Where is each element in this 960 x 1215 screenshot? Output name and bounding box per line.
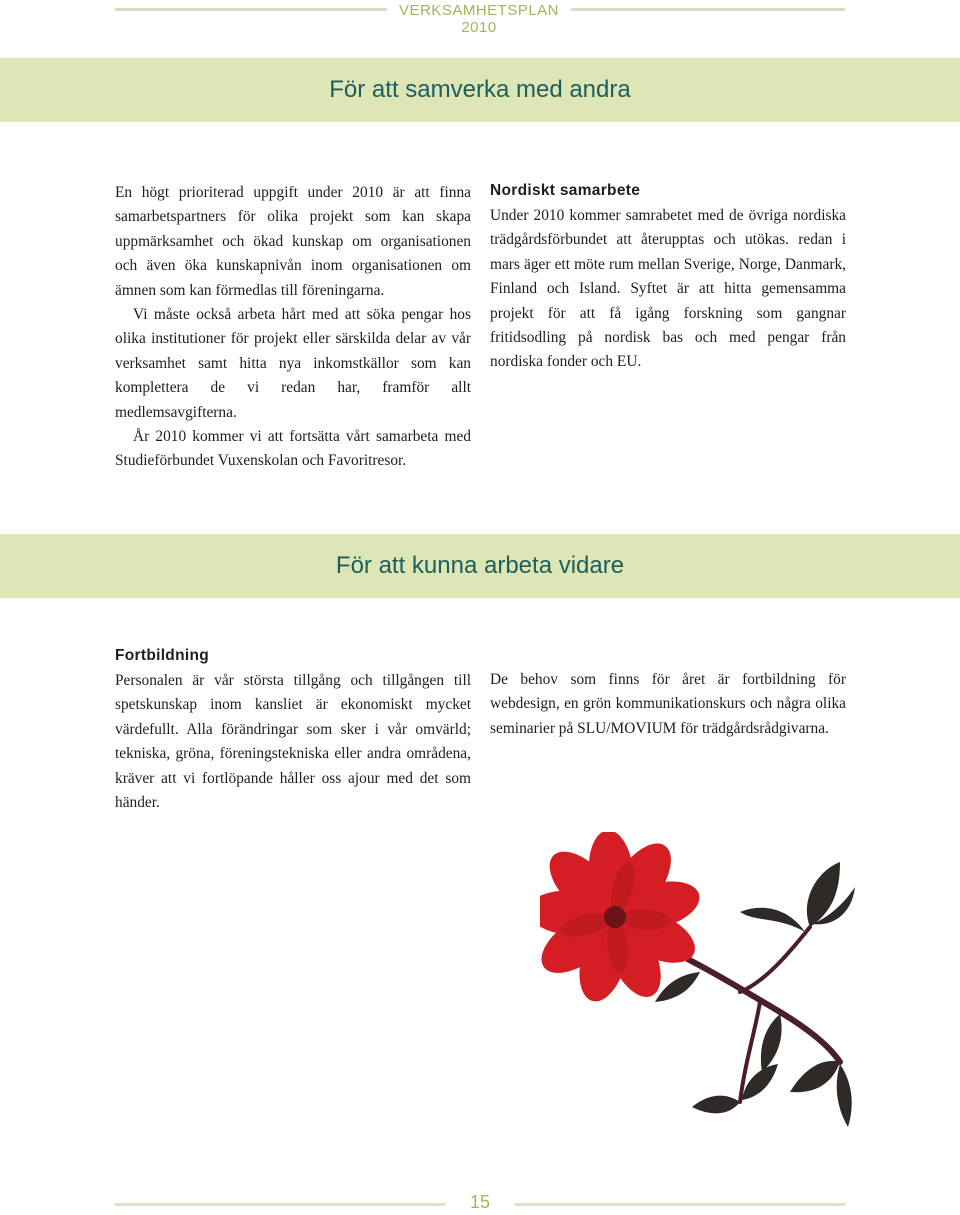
paragraph: De behov som finns för året är fortbildning för webdesign, en grön kommunikationskurs och några olika seminarier på SLU/MOVIUM för trädgårdsrådgivarna.: [490, 671, 846, 737]
footer-rule-left: [115, 1203, 445, 1206]
section-band-1: [0, 58, 960, 122]
running-header: VERKSAMHETSPLAN 2010: [398, 2, 560, 36]
page-number: 15: [469, 1192, 491, 1212]
section-title-samverka: För att samverka med andra: [329, 76, 631, 103]
header-rule-left: [115, 8, 387, 11]
paragraph: Vi måste också arbeta hårt med att söka pengar hos olika institutioner för projekt eller särskilda delar av vår verksamhet samt hitta nya inkomstkällor som kan komplettera de vi redan har, framför allt medlemsavgifterna.: [115, 306, 471, 421]
section1-right-column: [490, 180, 846, 375]
subheading-nordiskt-samarbete: Nordiskt samarbete: [490, 182, 641, 199]
footer-rule-right: [515, 1203, 845, 1206]
flower-stem-branch: [740, 927, 810, 992]
section-band-2: [0, 534, 960, 598]
section1-left-column: [115, 181, 471, 474]
paragraph: År 2010 kommer vi att fortsätta vårt samarbeta med Studieförbundet Vuxenskolan och Favoritresor.: [115, 428, 471, 470]
paragraph: Personalen är vår största tillgång och tillgången till spetskunskap inom kansliet är ekonomiskt mycket värdefullt. Alla förändringar som sker i vår omvärld; tekniska, gröna, föreningstekniska eller andra områdena, kräver att vi fortlöpande håller oss ajour med det som händer.: [115, 672, 471, 812]
header-rule-right: [571, 8, 845, 11]
section-title-arbeta-vidare: För att kunna arbeta vidare: [335, 552, 625, 579]
section2-right-column: [490, 668, 846, 741]
section2-left-column: [115, 645, 471, 815]
red-flower-illustration: [540, 832, 860, 1132]
paragraph: En högt prioriterad uppgift under 2010 är att finna samarbetspartners för olika projekt som kan skapa uppmärksamhet och ökad kunskap om organisationen och även öka kunskapnivån inom organisationen om ämnen som kan förmedlas till föreningarna.: [115, 184, 471, 299]
flower-center: [604, 906, 626, 928]
paragraph: Under 2010 kommer samrabetet med de övriga nordiska trädgårdsförbundet att återupptas och utökas. redan i mars äger ett möte rum mellan Sverige, Norge, Danmark, Finland och Island. Syftet är att hitta gemensamma projekt för att få igång forskning som gangnar fritidsodling på nordisk bas och med pengar från nordiska fonder och EU.: [490, 207, 846, 371]
subheading-fortbildning: Fortbildning: [115, 647, 209, 664]
